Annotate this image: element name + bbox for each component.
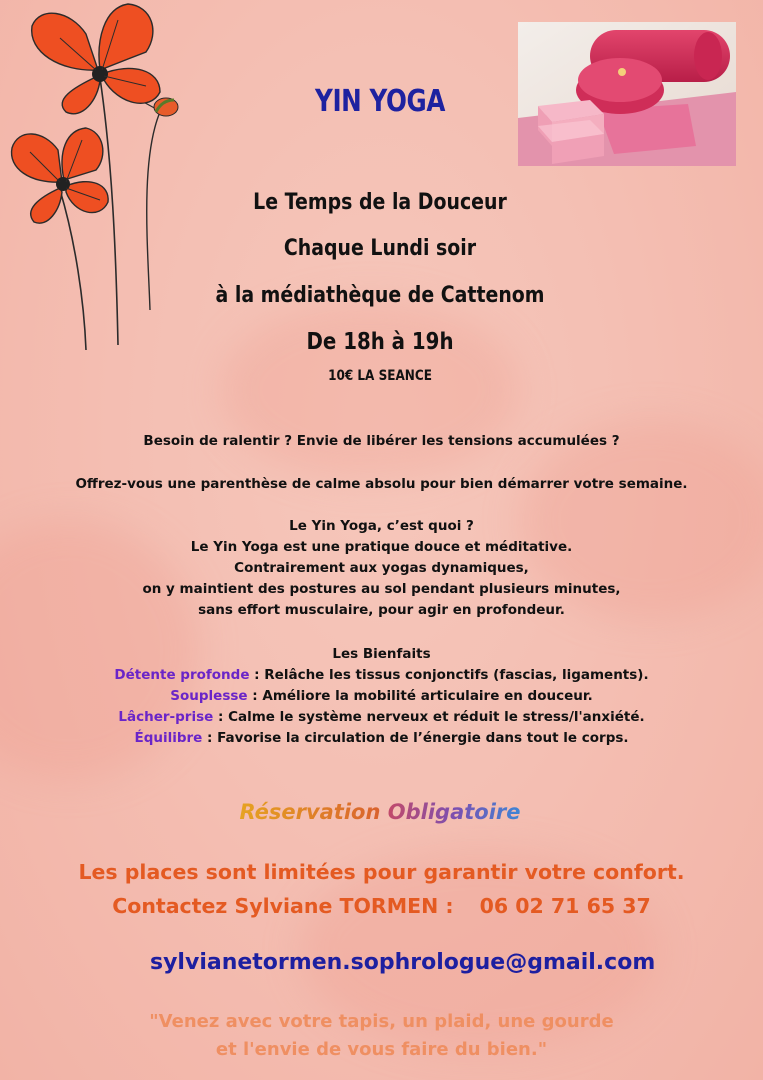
reservation-heading [180, 800, 580, 824]
phone-number[interactable]: 06 02 71 65 37 [479, 894, 651, 918]
benefit-item [40, 728, 723, 749]
time-line: De 18h à 19h [306, 329, 454, 355]
email-link[interactable]: sylvianetormen.sophrologue@gmail.com [150, 950, 656, 975]
benefit-item [40, 707, 723, 728]
watercolor-stain [220, 300, 520, 480]
reservation-word: Réservation [239, 800, 381, 824]
quote-line: et l'envie de vous faire du bien." [215, 1039, 548, 1060]
mandatory-word: Obligatoire [387, 800, 521, 824]
benefit-item [40, 665, 723, 686]
schedule-day: Chaque Lundi soir [283, 236, 477, 261]
yoga-equipment-photo [518, 22, 736, 166]
benefit-text: : Favorise la circulation de l’énergie dans tout le corps. [202, 730, 629, 746]
benefit-text: : Améliore la mobilité articulaire en douceur. [247, 688, 593, 704]
what-is-line: sans effort musculaire, pour agir en profondeur. [198, 602, 565, 618]
location-line: à la médiathèque de Cattenom [215, 283, 545, 308]
limited-places-text: Les places sont limitées pour garantir votre confort. [78, 860, 685, 884]
benefit-text: : Relâche les tissus conjonctifs (fascias, ligaments). [249, 667, 649, 683]
benefit-term: Détente profonde [114, 667, 250, 683]
intro-offer: Offrez-vous une parenthèse de calme absolu pour bien démarrer votre semaine. [75, 476, 688, 492]
benefit-item [40, 686, 723, 707]
quote-line: "Venez avec votre tapis, un plaid, une gourde [149, 1011, 614, 1032]
subtitle-line: Le Temps de la Douceur [253, 190, 507, 215]
what-is-section [40, 516, 723, 621]
benefits-heading: Les Bienfaits [332, 646, 431, 662]
benefit-term: Lâcher-prise [118, 709, 214, 725]
contact-line [20, 894, 743, 918]
benefits-section [40, 644, 723, 749]
what-is-line: on y maintient des postures au sol pendant plusieurs minutes, [142, 581, 621, 597]
benefit-text: : Calme le système nerveux et réduit le stress/l'anxiété. [213, 709, 645, 725]
what-is-line: Contrairement aux yogas dynamiques, [234, 560, 529, 576]
page-title: YIN YOGA [315, 84, 445, 119]
benefit-term: Souplesse [170, 688, 248, 704]
contact-name: Contactez Sylviane TORMEN : [112, 894, 454, 918]
intro-question: Besoin de ralentir ? Envie de libérer les tensions accumulées ? [143, 433, 620, 449]
price-label: 10€ LA SEANCE [328, 368, 432, 384]
what-is-heading: Le Yin Yoga, c’est quoi ? [289, 518, 474, 534]
benefit-term: Équilibre [134, 730, 203, 746]
what-is-line: Le Yin Yoga est une pratique douce et méditative. [190, 539, 573, 555]
